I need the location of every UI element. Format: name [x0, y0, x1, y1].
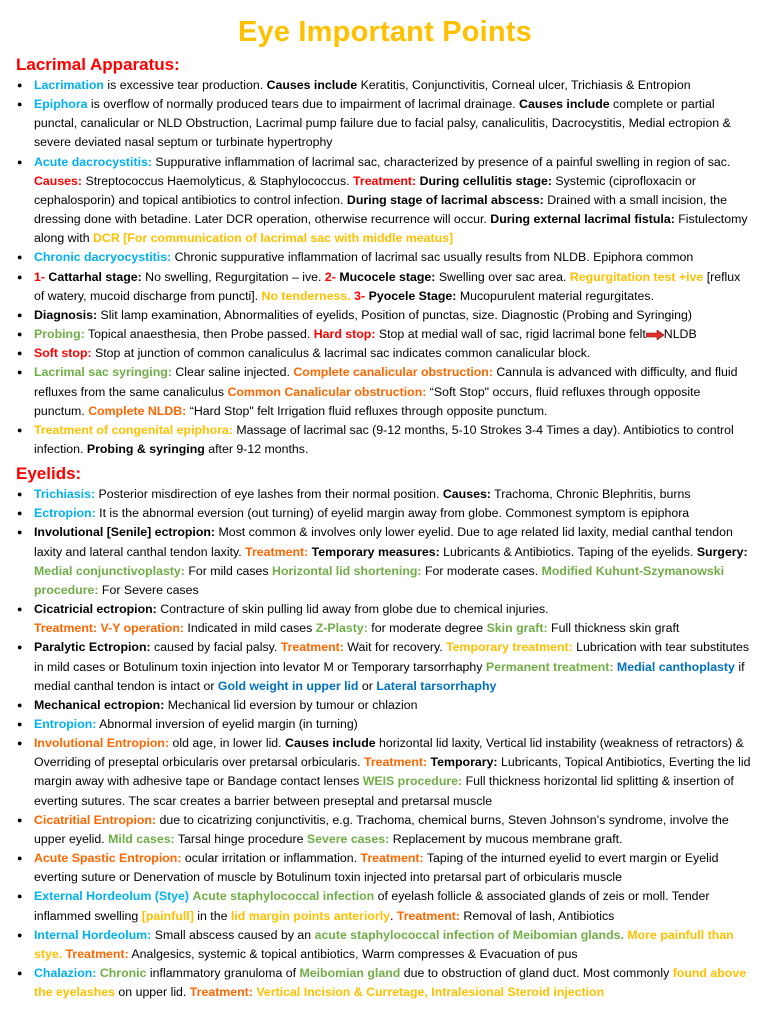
text-segment: Acute dacrocystitis: — [34, 154, 152, 169]
text-segment: Causes: — [34, 173, 83, 188]
text-segment: Involutional [Senile] ectropion: — [34, 525, 216, 540]
text-segment: Abnormal inversion of eyelid margin (in turning) — [96, 717, 358, 731]
text-segment: Lateral tarsorrhaphy — [376, 678, 497, 693]
text-segment: During cellulitis stage: — [419, 173, 552, 188]
text-segment: Probing: — [34, 327, 85, 342]
text-segment: Cannula is advanced with difficulty, and fluid refluxes from the same canaliculus — [34, 365, 738, 399]
text-segment: Treatment: — [364, 755, 428, 770]
text-segment: Probing & syringing — [86, 441, 205, 456]
text-segment: Small abscess caused by an — [151, 927, 315, 942]
text-segment: Full thickness horizontal lid splitting & insertion of everting sutures. The scar creates a barrier between preseptal and pretarsal muscle — [34, 774, 734, 808]
text-segment: Paralytic Ectropion: — [34, 640, 151, 655]
text-segment: Soft stop: — [34, 346, 92, 361]
text-segment: Swelling over sac area. — [435, 269, 570, 284]
text-segment: Cicatricial ectropion: — [34, 602, 157, 617]
text-segment: More painfull than stye. — [34, 927, 734, 961]
text-segment: ocular irritation or inflammation. — [181, 851, 361, 866]
text-segment: Involutional Entropion: — [34, 736, 170, 751]
text-segment: Common Canalicular obstruction: — [227, 384, 427, 399]
text-segment: Lubricants & Antibiotics. Taping of the eyelids. — [439, 544, 697, 559]
list-item — [16, 268, 754, 306]
text-segment: Chronic — [99, 966, 147, 981]
text-segment: Treatment of congenital epiphora: — [34, 422, 233, 437]
text-segment: for moderate degree — [367, 621, 487, 636]
text-segment: Permanent treatment: — [485, 659, 614, 674]
text-segment: Regurgitation test +ive — [569, 269, 704, 284]
text-segment: Chalazion: — [34, 966, 97, 981]
text-segment: Internal Hordeolum: — [34, 927, 152, 942]
text-segment: Acute staphylococcal infection — [192, 889, 375, 904]
text-segment: Entropion: — [34, 717, 97, 731]
text-segment: Keratitis, Conjunctivitis, Corneal ulcer, Trichiasis & Entropion — [357, 78, 691, 92]
text-segment: Chronic suppurative inflammation of lacrimal sac usually results from NLDB. Epiphora common — [171, 250, 694, 265]
text-segment: Taping of the inturned eyelid to evert margin or Eyelid everting suture or Denervation of muscle by Botulinum toxin injected into pretarsal part of orbicularis muscle — [34, 851, 719, 885]
text-segment: Meibomian gland — [299, 966, 401, 981]
list-item — [16, 715, 754, 734]
text-segment: Replacement by mucous membrane graft. — [389, 831, 623, 846]
text-segment: horizontal lid laxity, Vertical lid instability (weakness of retractors) & Overriding of preseptal orbicularis over pretarsal orbicularis. — [34, 736, 744, 770]
text-segment: due to cicatrizing conjunctivitis, e.g. Trachoma, chemical burns, Steven Johnson’s syndrome, involve the upper eyelid. — [34, 812, 729, 846]
text-segment: Epiphora — [34, 97, 88, 112]
text-segment: During external lacrimal fistula: — [490, 212, 675, 227]
text-segment: WEIS procedure: — [362, 774, 463, 789]
text-segment: Treatment: — [189, 985, 253, 1000]
text-segment: Treatment: V-Y operation: — [34, 621, 184, 636]
text-segment: Lubrication with tear substitutes in mild cases or Botulinum toxin injection into levator M or Temporary tarsorrhaphy — [34, 640, 750, 674]
text-segment: Causes: — [442, 487, 491, 502]
text-segment: inflammatory granuloma of — [146, 966, 300, 981]
text-segment: Medial canthoplasty — [616, 659, 735, 674]
text-segment: Causes include — [266, 78, 358, 92]
text-segment: Mechanical ectropion: — [34, 697, 165, 712]
sections-container — [16, 54, 754, 1002]
list-item — [16, 926, 754, 964]
text-segment: Z-Plasty: — [315, 621, 368, 636]
list-item — [16, 638, 754, 695]
text-segment: For mild cases — [184, 563, 273, 578]
list-item — [16, 523, 754, 600]
text-segment: acute staphylococcal infection of Meibomian glands. — [314, 927, 624, 942]
text-segment: Treatment: — [280, 640, 344, 655]
text-segment: Treatment: — [353, 173, 417, 188]
list-item — [16, 485, 754, 504]
text-segment: Mechanical lid eversion by tumour or chlazion — [164, 697, 418, 712]
list-item — [16, 306, 754, 325]
text-segment: Mucopurulent material regurgitates. — [456, 288, 655, 303]
text-segment: Temporary treatment: — [446, 640, 573, 655]
text-segment: Fistulectomy along with — [34, 212, 748, 246]
text-segment: “Hard Stop" felt Irrigation fluid refluxes through opposite punctum. — [186, 403, 548, 418]
text-segment: is overflow of normally produced tears due to impairment of lacrimal drainage. — [87, 97, 520, 112]
text-segment: 1- — [34, 269, 45, 284]
text-segment: Diagnosis: — [34, 307, 98, 322]
text-segment: “Soft Stop" occurs, fluid refluxes through opposite punctum. — [34, 384, 701, 418]
text-segment: DCR [For communication of lacrimal sac with middle meatus] — [93, 231, 454, 246]
text-segment: Stop at medial wall of sac, rigid lacrimal bone felt — [375, 327, 646, 342]
text-segment: Treatment: — [360, 851, 424, 866]
text-segment: Lacrimal sac syringing: — [34, 365, 172, 380]
text-segment: Surgery: — [696, 544, 748, 559]
text-segment: Acute Spastic Entropion: — [34, 851, 182, 866]
text-segment: Medial conjunctivoplasty: — [34, 563, 185, 578]
list-item — [16, 344, 754, 363]
text-segment: Slit lamp examination, Abnormalities of eyelids, Position of punctas, size. Diagnostic (Probing and Syringing) — [97, 307, 692, 322]
text-segment: Cattarhal stage: — [48, 269, 142, 284]
text-segment: Cicatritial Entropion: — [34, 812, 157, 827]
list-item — [16, 95, 754, 152]
text-segment: lid margin points anteriorly — [230, 908, 391, 923]
text-segment: Lacrimation — [34, 78, 104, 92]
page-title: Eye Important Points — [237, 16, 533, 48]
text-segment: Stop at junction of common canaliculus & lacrimal sac indicates common canalicular block. — [91, 346, 591, 361]
list-item — [16, 504, 754, 523]
text-segment: Tarsal hinge procedure — [174, 831, 307, 846]
text-segment: Suppurative inflammation of lacrimal sac, characterized by presence of a painful swelling in region of sac. — [152, 154, 731, 169]
text-segment: on upper lid. — [114, 985, 190, 1000]
text-segment: Treatment: — [245, 544, 309, 559]
text-segment: [painfull] — [141, 908, 194, 923]
text-segment: Temporary: — [430, 755, 498, 770]
text-segment: Mucocele stage: — [339, 269, 436, 284]
list-item — [16, 696, 754, 715]
text-segment: Treatment: — [396, 908, 460, 923]
text-segment: [reflux of watery, mucoid discharge from puncti]. — [34, 269, 741, 303]
list-item — [16, 849, 754, 887]
text-segment: complete or partial punctal, canalicular or NLD Obstruction, Lacrimal pump failure due to facial palsy, canaliculitis, Dacrocystitis, Medial ectropion & severe deviated nasal septum or turbinate hypertrophy — [34, 97, 731, 150]
list-item — [16, 76, 754, 95]
text-segment: Hard stop: — [313, 327, 376, 342]
text-segment: Treatment: — [65, 946, 129, 961]
text-segment: Complete canalicular obstruction: — [293, 365, 493, 380]
text-segment: old age, in lower lid. — [169, 736, 286, 751]
text-segment: Clear saline injected. — [171, 365, 294, 380]
text-segment: Analgesics, systemic & topical antibiotics, Warm compresses & Evacuation of pus — [128, 946, 578, 961]
text-segment: Removal of lash, Antibiotics — [459, 908, 615, 923]
text-segment: Systemic (ciprofloxacin or cephalosporin) and topical antibiotics to control infection. — [34, 173, 697, 207]
list-item — [16, 248, 754, 267]
text-segment: Complete NLDB: — [88, 403, 187, 418]
text-segment: is excessive tear production. — [103, 78, 267, 92]
text-segment: Ectropion: — [34, 506, 96, 521]
text-segment: Streptococcus Haemolyticus, & Staphylococcus. — [82, 173, 354, 188]
text-segment: Full thickness skin graft — [547, 621, 680, 636]
text-segment: after 9-12 months. — [204, 441, 309, 456]
list-item — [16, 734, 754, 811]
text-segment: Posterior misdirection of eye lashes from their normal position. — [95, 487, 443, 502]
list-item — [16, 421, 754, 459]
text-segment: Gold weight in upper lid — [217, 678, 359, 693]
text-segment: Lubricants, Topical Antibiotics, Everting the lid margin away with adhesive tape or Bandage contact lenses — [34, 755, 751, 789]
text-segment: Mild cases: — [108, 831, 175, 846]
text-segment: NLDB — [663, 327, 697, 342]
list-item — [16, 363, 754, 420]
text-segment: Severe cases: — [306, 831, 390, 846]
text-segment: External Hordeolum (Stye) — [34, 889, 190, 904]
text-segment: Topical anaesthesia, then Probe passed. — [84, 327, 314, 342]
text-segment: Skin graft: — [486, 621, 548, 636]
text-segment: No swelling, Regurgitation – ive. — [141, 269, 325, 284]
text-segment: Drained with a small incision, the dressing done with betadine. Later DCR operation, otherwise recurrence will occur. — [34, 192, 727, 227]
text-segment: During stage of lacrimal abscess: — [346, 192, 544, 207]
text-segment: if medial canthal tendon is intact or — [34, 659, 745, 693]
list-item — [16, 964, 754, 1002]
list-item — [16, 600, 754, 638]
list-item — [16, 811, 754, 849]
list-item — [16, 325, 754, 344]
arrow-right-icon — [646, 330, 664, 340]
text-segment: Pyocele Stage: — [368, 288, 457, 303]
text-segment: Trichiasis: — [34, 487, 96, 502]
text-segment: 3- — [354, 288, 366, 303]
text-segment: . — [390, 908, 397, 923]
text-segment: Chronic dacryocystitis: — [34, 250, 172, 265]
text-segment: or — [358, 678, 377, 693]
bullet-list — [16, 76, 754, 459]
text-segment: found above the eyelashes — [34, 966, 747, 1000]
text-segment: For moderate cases. — [421, 563, 542, 578]
bullet-list — [16, 485, 754, 1002]
text-segment: Horizontal lid shortening: — [272, 563, 422, 578]
section-heading: Eyelids: — [16, 464, 82, 484]
text-segment: Vertical Incision & Curretage, Intralesional Steroid injection — [256, 985, 605, 1000]
text-segment: No tenderness. — [261, 288, 351, 303]
text-segment: Modified Kuhunt-Szymanowski procedure: — [34, 563, 725, 597]
text-segment: Trachoma, Chronic Blephritis, burns — [490, 487, 691, 502]
text-segment: Causes include — [285, 736, 376, 751]
text-segment: due to obstruction of gland duct. Most commonly — [400, 966, 673, 981]
text-segment: Temporary measures: — [311, 544, 440, 559]
text-segment: Contracture of skin pulling lid away from globe due to chemical injuries. — [156, 602, 549, 617]
list-item — [16, 153, 754, 249]
text-segment: It is the abnormal eversion (out turning) of eyelid margin away from globe. Commonest symptom is epiphora — [95, 506, 690, 521]
section-heading: Lacrimal Apparatus: — [16, 55, 180, 74]
text-segment: Causes include — [519, 97, 610, 112]
text-segment: Indicated in mild cases — [183, 621, 316, 636]
text-segment: caused by facial palsy. — [150, 640, 281, 655]
text-segment: Massage of lacrimal sac (9-12 months, 5-10 Strokes 3-4 Times a day). Antibiotics to control infection. — [34, 422, 734, 456]
text-segment: 2- — [324, 269, 336, 284]
text-segment: Wait for recovery. — [343, 640, 447, 655]
text-segment: For Severe cases — [98, 582, 199, 597]
text-segment: in the — [193, 908, 231, 923]
text-segment: Most common & involves only lower eyelid. Due to age related lid laxity, medial canthal tendon laxity and lateral canthal tendon laxity. — [34, 525, 733, 559]
text-segment: of eyelash follicle & associated glands of zeis or moll. Tender inflammed swelling — [34, 889, 710, 923]
list-item — [16, 887, 754, 925]
